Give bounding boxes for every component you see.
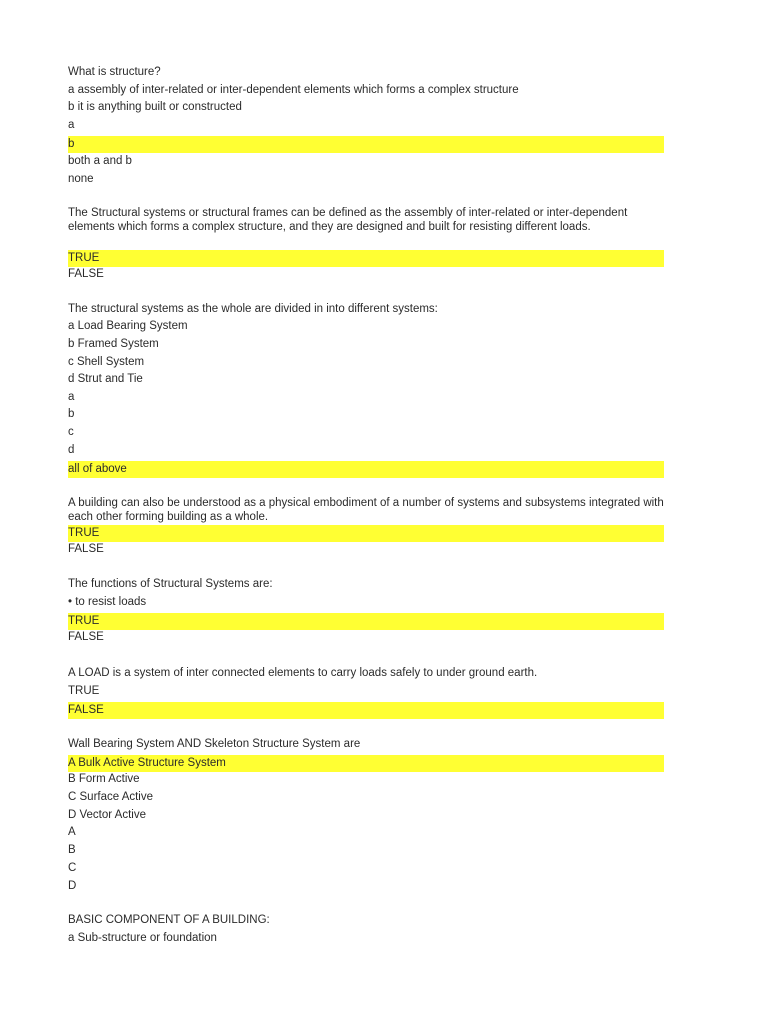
question-7-option-d: D Vector Active bbox=[68, 809, 146, 821]
question-3-option-a: a Load Bearing System bbox=[68, 320, 188, 332]
question-3-answer-d: d bbox=[68, 444, 75, 456]
question-6-text: A LOAD is a system of inter connected elements to carry loads safely to under ground earth. bbox=[68, 667, 538, 679]
question-7-option-b: B Form Active bbox=[68, 773, 140, 785]
question-7-answer-b: B bbox=[68, 844, 76, 856]
question-8-text: BASIC COMPONENT OF A BUILDING: bbox=[68, 914, 270, 926]
question-5-bullet: • to resist loads bbox=[68, 596, 147, 608]
question-4-answer-false: FALSE bbox=[68, 543, 104, 555]
question-3-answer-b: b bbox=[68, 408, 75, 420]
question-2-text: The Structural systems or structural frames can be defined as the assembly of inter-related or inter-dependent elements which forms a complex structure, and they are designed and built for resisting different loads. bbox=[68, 207, 628, 233]
question-2-answer-false: FALSE bbox=[68, 268, 104, 280]
question-8-option-a: a Sub-structure or foundation bbox=[68, 932, 217, 944]
question-7-answer-c: C bbox=[68, 862, 77, 874]
question-2-answer-true-highlighted: TRUE bbox=[68, 250, 664, 267]
question-5-text: The functions of Structural Systems are: bbox=[68, 578, 273, 590]
question-3-answer-all-highlighted: all of above bbox=[68, 461, 664, 478]
question-1-answer-b-highlighted: b bbox=[68, 136, 664, 153]
question-1-answer-both: both a and b bbox=[68, 155, 132, 167]
question-7-answer-a: A bbox=[68, 826, 76, 838]
question-1-text: What is structure? bbox=[68, 66, 161, 78]
question-1-option-b: b it is anything built or constructed bbox=[68, 101, 242, 113]
question-1-answer-a: a bbox=[68, 119, 75, 131]
question-3-text: The structural systems as the whole are divided in into different systems: bbox=[68, 303, 438, 315]
question-5-answer-true-highlighted: TRUE bbox=[68, 613, 664, 630]
question-7-text: Wall Bearing System AND Skeleton Structure System are bbox=[68, 738, 361, 750]
question-4-text: A building can also be understood as a physical embodiment of a number of systems and subsystems integrated with each other forming building as a whole. bbox=[68, 497, 664, 523]
question-3-answer-a: a bbox=[68, 391, 75, 403]
question-6-answer-false-highlighted: FALSE bbox=[68, 702, 664, 719]
question-1-option-a: a assembly of inter-related or inter-dependent elements which forms a complex structure bbox=[68, 84, 519, 96]
question-1-answer-none: none bbox=[68, 173, 94, 185]
question-3-answer-c: c bbox=[68, 426, 74, 438]
question-3-option-d: d Strut and Tie bbox=[68, 373, 143, 385]
question-3-option-c: c Shell System bbox=[68, 356, 145, 368]
question-5-answer-false: FALSE bbox=[68, 631, 104, 643]
question-4-answer-true-highlighted: TRUE bbox=[68, 525, 664, 542]
question-7-option-c: C Surface Active bbox=[68, 791, 154, 803]
question-3-option-b: b Framed System bbox=[68, 338, 159, 350]
question-6-answer-true: TRUE bbox=[68, 685, 100, 697]
question-7-option-a-highlighted: A Bulk Active Structure System bbox=[68, 755, 664, 772]
question-7-answer-d: D bbox=[68, 880, 77, 892]
